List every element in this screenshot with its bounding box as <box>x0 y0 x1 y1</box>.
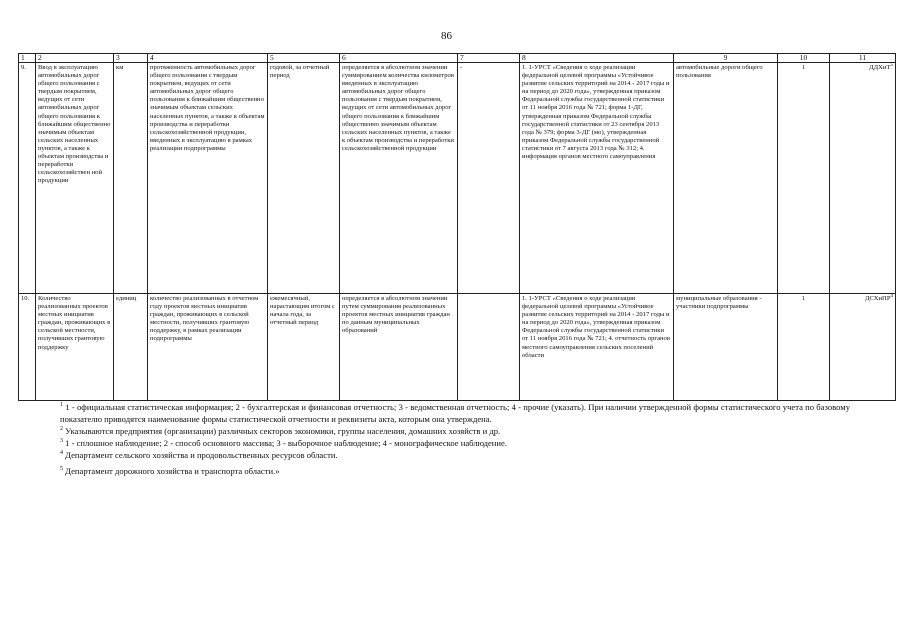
header-cell: 8 <box>520 54 674 63</box>
table-header-row <box>19 54 896 63</box>
page-number: 86 <box>441 30 452 42</box>
header-cell: 9 <box>674 54 778 63</box>
header-cell: 4 <box>148 54 268 63</box>
algorithm: определяется в абсолютном значении путем суммирования реализованных проектов местных инициатив граждан по данным муниципальных образований <box>340 294 458 401</box>
footnote: $^3$ 1 - сплошное наблюдение; 2 - способ основного массива; 3 - выборочное наблюдение; 4 - монографическое наблюдение. <box>60 438 507 448</box>
data-source: 1. 1-УРСТ «Сведения о ходе реализации федеральной целевой программы «Устойчивое развитие сельских территорий на 2014 - 2017 годы и на период до 2020 года», утвержденная приказом Федеральной службы государственной статистики от 11 ноября 2016 года № 721; форма 1-ДГ, утвержденная приказом Федеральной службы государственной статистики от 23 сентября 2013 года № 379; форма 3-ДГ (мо), утвержденная приказом Федеральной службы государственной статистики от 7 августа 2013 года № 312; 4. информация органов местного самоуправления <box>520 63 674 294</box>
observation-method: 1 <box>778 294 830 401</box>
footnote: $^2$ Указываются предприятия (организации) различных секторов экономики, группы населения, домашних хозяйств и др. <box>60 426 501 436</box>
data-source: 1. 1-УРСТ «Сведения о ходе реализации федеральной целевой программы «Устойчивое развитие сельских территорий на 2014 - 2017 годы и на период до 2020 года», утвержденная приказом Федеральной службы государственной статистики от 11 ноября 2016 года № 721; 4. отчетность органов местного самоуправления сельских поселений области <box>520 294 674 401</box>
indicator-name: Ввод в эксплуатацию автомобильных дорог общего пользования с твердым покрытием, ведущих от сети автомобильных дорог общего пользования к ближайшим общественно значимым объектам сельских населенных пунктов, а также к объектам производства и переработки сельскохозяйствен ной продукции <box>36 63 114 294</box>
table-row <box>19 63 896 294</box>
observation-object: автомобильные дороги общего пользования <box>674 63 778 294</box>
definition: протяженность автомобильных дорог общего пользования с твердым покрытием, ведущих от сети автомобильных дорог общего пользования к ближайшим общественно значимым объектам сельских населенных пунктов, а также к объектам производства и переработки сельскохозяйственной продукции, введенных в эксплуатацию в рамках реализации подпрограммы <box>148 63 268 294</box>
row-number: 10. <box>19 294 36 401</box>
observation-object: муниципальные образования - участники подпрограммы <box>674 294 778 401</box>
footnote: $^1$ 1 - официальная статистическая информация; 2 - бухгалтерская и финансовая отчетность; 3 - ведомственная отчетность; 4 - прочие (указать). При наличии утвержденной формы статистического учета по базовому показателю приводятся наименование формы статистической отчетности и реквизиты акта, которым она утверждена. <box>60 402 850 424</box>
header-cell: 11 <box>830 54 896 63</box>
periodicity: годовой, за отчетный период <box>268 63 340 294</box>
header-cell: 6 <box>340 54 458 63</box>
observation-method: 1 <box>778 63 830 294</box>
responsible: ДСХиПР$^4$ <box>830 294 896 401</box>
indicators-table <box>18 53 896 401</box>
header-cell: 7 <box>458 54 520 63</box>
indicator-name: Количество реализованных проектов местных инициатив граждан, проживающих в сельской местности, получивших грантовую поддержку <box>36 294 114 401</box>
responsible: ДДХиТ$^5$ <box>830 63 896 294</box>
unit: км <box>114 63 148 294</box>
unit: единиц <box>114 294 148 401</box>
header-cell: 2 <box>36 54 114 63</box>
header-cell: 3 <box>114 54 148 63</box>
header-cell: 1 <box>19 54 36 63</box>
footnotes <box>60 401 850 477</box>
periodicity: ежемесячный, нарастающим итогом с начала года, за отчетный период <box>268 294 340 401</box>
footnote: $^4$ Департамент сельского хозяйства и продовольственных ресурсов области. <box>60 450 338 460</box>
header-cell: 5 <box>268 54 340 63</box>
header-cell: 10 <box>778 54 830 63</box>
base-indicators: - <box>458 63 520 294</box>
row-number: 9. <box>19 63 36 294</box>
definition: количество реализованных в отчетном году проектов местных инициатив граждан, проживающих в сельской местности, получивших грантовую поддержку, в рамках реализации подпрограммы <box>148 294 268 401</box>
table-row <box>19 294 896 401</box>
base-indicators <box>458 294 520 401</box>
footnote: $^5$ Департамент дорожного хозяйства и транспорта области.» <box>60 466 280 476</box>
algorithm: определяется в абсолютном значении суммированием количества километров введенных в эксплуатацию автомобильных дорог общего пользования с твердым покрытием, ведущих от сети автомобильных дорог общего пользования к ближайшим общественно значимым объектам сельских населенных пунктов, а также к объектам производства и переработки сельскохозяйственной продукции <box>340 63 458 294</box>
